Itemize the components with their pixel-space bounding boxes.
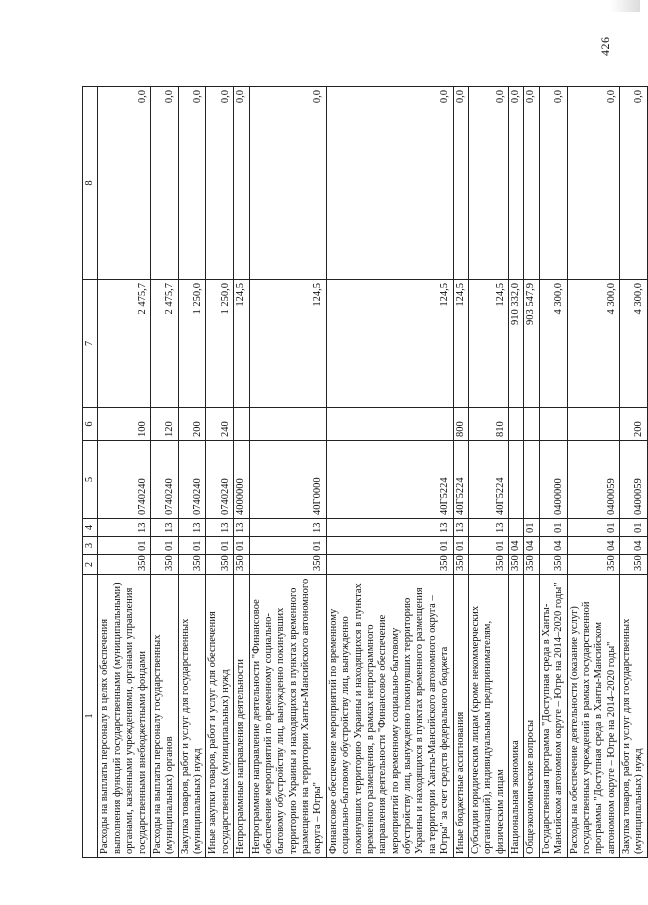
admin-code-cell: 350 [539,555,567,575]
row-name-cell: Иные бюджетные ассигнования [453,575,468,858]
target-item-cell: 4000000 [234,441,249,519]
table-header-row [83,87,98,858]
subsection-code-cell: 01 [524,519,539,537]
admin-code-cell: 350 [206,555,234,575]
subsection-code-cell [509,519,524,537]
amount-cell: 1 250,0 [206,280,234,408]
budget-table-body [83,87,648,858]
subsection-code-cell: 13 [178,519,206,537]
table-row [150,87,178,858]
expense-type-cell [249,408,326,441]
amount-cell: 124,5 [453,280,468,408]
row-name-cell: Субсидии юридическим лицам (кроме некоммерческих организаций), индивидуальным предпринимателям, физическим лицам [468,575,508,858]
column-header: 5 [83,441,98,519]
column-header: 4 [83,519,98,537]
column-header: 3 [83,537,98,555]
section-code-cell: 01 [326,537,453,555]
admin-code-cell: 350 [620,555,648,575]
federal-amount-cell: 0,0 [453,87,468,280]
target-item-cell: 0400000 [539,441,567,519]
admin-code-cell: 350 [453,555,468,575]
section-code-cell: 01 [206,537,234,555]
admin-code-cell: 350 [468,555,508,575]
section-code-cell: 04 [620,537,648,555]
table-row [453,87,468,858]
expense-type-cell: 200 [178,408,206,441]
section-code-cell: 01 [234,537,249,555]
table-row [206,87,234,858]
expense-type-cell [326,408,453,441]
expense-type-cell [234,408,249,441]
amount-cell: 4 300,0 [620,280,648,408]
budget-table [82,86,648,858]
federal-amount-cell: 0,0 [468,87,508,280]
federal-amount-cell: 0,0 [326,87,453,280]
table-row [249,87,326,858]
table-row [326,87,453,858]
table-row [524,87,539,858]
expense-type-cell [567,408,620,441]
column-header: 8 [83,87,98,280]
row-name-cell: Расходы на обеспечение деятельности (оказание услуг) государственных учреждений в рамках государственной программы "Доступная среда в Ханты-Мансийском автономном округе – Югре на 2014–2020 годы" [567,575,620,858]
table-row [620,87,648,858]
subsection-code-cell: 01 [620,519,648,537]
subsection-code-cell: 13 [468,519,508,537]
expense-type-cell: 810 [468,408,508,441]
amount-cell: 124,5 [249,280,326,408]
target-item-cell: 40Г5224 [453,441,468,519]
admin-code-cell: 350 [150,555,178,575]
target-item-cell: 40Г5224 [468,441,508,519]
table-row [509,87,524,858]
row-name-cell: Иные закупки товаров, работ и услуг для обеспечения государственных (муниципальных) нужд [206,575,234,858]
page-number: 426 [598,36,612,56]
table-row [539,87,567,858]
amount-cell: 910 332,0 [509,280,524,408]
amount-cell: 2 475,7 [98,280,151,408]
target-item-cell: 0400059 [620,441,648,519]
row-name-cell: Расходы на выплаты персоналу в целях обеспечения выполнения функций государственными (муниципальными) органами, казенными учреждениями, органами управления государственными внебюджетными фондами [98,575,151,858]
target-item-cell: 0740240 [178,441,206,519]
column-header: 7 [83,280,98,408]
table-row [234,87,249,858]
section-code-cell: 04 [524,537,539,555]
section-code-cell: 01 [453,537,468,555]
section-code-cell: 01 [468,537,508,555]
target-item-cell: 0740240 [150,441,178,519]
table-row [468,87,508,858]
column-header: 6 [83,408,98,441]
row-name-cell: Закупка товаров, работ и услуг для государственных (муниципальных) нужд [620,575,648,858]
column-header: 2 [83,555,98,575]
section-code-cell: 01 [178,537,206,555]
section-code-cell: 04 [539,537,567,555]
amount-cell: 124,5 [234,280,249,408]
expense-type-cell [509,408,524,441]
row-name-cell: Непрограммное направление деятельности "Финансовое обеспечение мероприятий по временному социально-бытовому обустройству лиц, вынужденно покинувших территорию Украины и находящихся в пунктах временного размещения на территории Ханты-Мансийского автономного округа – Югры" [249,575,326,858]
target-item-cell: 40Г5224 [326,441,453,519]
section-code-cell: 04 [567,537,620,555]
subsection-code-cell: 01 [539,519,567,537]
subsection-code-cell: 13 [249,519,326,537]
admin-code-cell: 350 [509,555,524,575]
row-name-cell: Общеэкономические вопросы [524,575,539,858]
subsection-code-cell: 13 [98,519,151,537]
federal-amount-cell: 0,0 [150,87,178,280]
subsection-code-cell: 13 [206,519,234,537]
subsection-code-cell: 13 [453,519,468,537]
federal-amount-cell: 0,0 [234,87,249,280]
federal-amount-cell: 0,0 [249,87,326,280]
target-item-cell [524,441,539,519]
amount-cell: 1 250,0 [178,280,206,408]
section-code-cell: 04 [509,537,524,555]
row-name-cell: Государственная программа "Доступная среда в Ханты-Мансийском автономном округе – Югре на 2014–2020 годы" [539,575,567,858]
target-item-cell: 0740240 [206,441,234,519]
admin-code-cell: 350 [567,555,620,575]
scan-edge [610,0,640,12]
admin-code-cell: 350 [249,555,326,575]
section-code-cell: 01 [98,537,151,555]
amount-cell: 124,5 [326,280,453,408]
expense-type-cell [539,408,567,441]
row-name-cell: Закупка товаров, работ и услуг для государственных (муниципальных) нужд [178,575,206,858]
target-item-cell [509,441,524,519]
amount-cell: 4 300,0 [567,280,620,408]
row-name-cell: Расходы на выплаты персоналу государственных (муниципальных) органов [150,575,178,858]
rotated-budget-table-wrapper [82,87,645,858]
federal-amount-cell: 0,0 [178,87,206,280]
row-name-cell: Финансовое обеспечение мероприятий по временному социально-бытовому обустройству лиц, вынужденно покинувших территорию Украины и находящихся в пунктах временного размещения, в рамках непрограммного направления деятельности "Финансовое обеспечение мероприятий по временному социально-бытовому обустройству лиц, вынужденно покинувших территорию Украины и находящихся в пунктах временного размещения на территории Ханты-Мансийского автономного округа – Югры" за счет средств федерального бюджета [326,575,453,858]
federal-amount-cell: 0,0 [620,87,648,280]
subsection-code-cell: 01 [567,519,620,537]
section-code-cell: 01 [249,537,326,555]
target-item-cell: 0740240 [98,441,151,519]
federal-amount-cell: 0,0 [98,87,151,280]
table-row [567,87,620,858]
column-header: 1 [83,575,98,858]
expense-type-cell: 100 [98,408,151,441]
federal-amount-cell: 0,0 [509,87,524,280]
section-code-cell: 01 [150,537,178,555]
subsection-code-cell: 13 [150,519,178,537]
expense-type-cell: 800 [453,408,468,441]
amount-cell: 124,5 [468,280,508,408]
federal-amount-cell: 0,0 [567,87,620,280]
expense-type-cell: 240 [206,408,234,441]
row-name-cell: Непрограммные направления деятельности [234,575,249,858]
row-name-cell: Национальная экономика [509,575,524,858]
table-row [178,87,206,858]
admin-code-cell: 350 [178,555,206,575]
admin-code-cell: 350 [326,555,453,575]
admin-code-cell: 350 [524,555,539,575]
amount-cell: 2 475,7 [150,280,178,408]
target-item-cell: 0400059 [567,441,620,519]
table-row [98,87,151,858]
subsection-code-cell: 13 [326,519,453,537]
subsection-code-cell: 13 [234,519,249,537]
target-item-cell: 40Г0000 [249,441,326,519]
federal-amount-cell: 0,0 [539,87,567,280]
expense-type-cell [524,408,539,441]
admin-code-cell: 350 [98,555,151,575]
federal-amount-cell: 0,0 [524,87,539,280]
expense-type-cell: 200 [620,408,648,441]
admin-code-cell: 350 [234,555,249,575]
amount-cell: 903 547,9 [524,280,539,408]
amount-cell: 4 300,0 [539,280,567,408]
federal-amount-cell: 0,0 [206,87,234,280]
expense-type-cell: 120 [150,408,178,441]
